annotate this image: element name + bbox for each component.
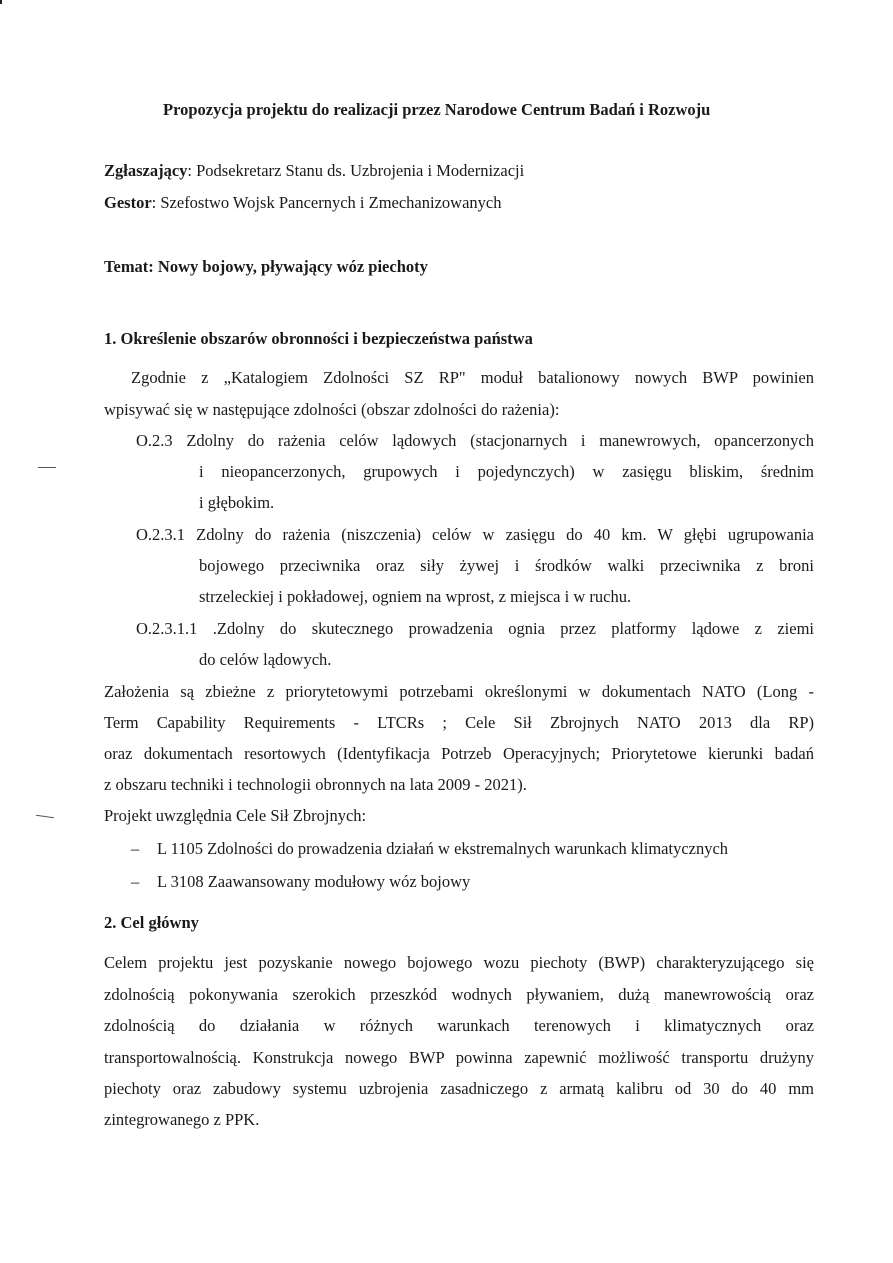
section-1-intro-line: Zgodnie z „Katalogiem Zdolności SZ RP" moduł batalionowy nowych BWP powinien [131,368,814,387]
assumptions-line: oraz dokumentach resortowych (Identyfikacja Potrzeb Operacyjnych; Priorytetowe kierunki badań [104,744,814,763]
goal-item: L 1105 Zdolności do prowadzenia działań w ekstremalnych warunkach klimatycznych [157,839,729,858]
main-goal-line: zdolnością do działania w różnych warunkach terenowych i klimatycznych oraz [104,1016,814,1035]
applicant-line [104,160,524,182]
capability-item-line: strzeleckiej i pokładowej, ogniem na wprost, z miejsca i w ruchu. [199,587,632,606]
section-1-intro-line: wpisywać się w następujące zdolności (obszar zdolności do rażenia): [104,400,560,419]
capability-item-line: bojowego przeciwnika oraz siły żywej i środków walki przeciwnika z broni [199,556,814,575]
margin-scan-mark [36,815,54,818]
goal-bullet: – [131,872,140,891]
goals-intro: Projekt uwzględnia Cele Sił Zbrojnych: [104,806,367,825]
capability-item-line: i głębokim. [199,493,275,512]
applicant-value: : Podsekretarz Stanu ds. Uzbrojenia i Modernizacji [187,161,525,180]
section-2-heading: 2. Cel główny [104,913,199,932]
gestor-label: Gestor [104,193,152,212]
assumptions-line: Założenia są zbieżne z priorytetowymi potrzebami określonymi w dokumentach NATO (Long - [104,682,814,701]
main-goal-line: transportowalnością. Konstrukcja nowego BWP powinna zapewnić możliwość transportu drużyny [104,1048,814,1067]
main-goal-line: zdolnością pokonywania szerokich przeszkód wodnych pływaniem, dużą manewrowością oraz [104,985,814,1004]
topic: Temat: Nowy bojowy, pływający wóz piechoty [104,257,428,276]
section-1-heading: 1. Określenie obszarów obronności i bezpieczeństwa państwa [104,329,533,348]
main-goal-line: piechoty oraz zabudowy systemu uzbrojenia zasadniczego z armatą kalibru od 30 do 40 mm [104,1079,814,1098]
capability-item-line: O.2.3 Zdolny do rażenia celów lądowych (stacjonarnych i manewrowych, opancerzonych [136,431,814,450]
document-title: Propozycja projektu do realizacji przez Narodowe Centrum Badań i Rozwoju [163,100,711,119]
capability-item-line: i nieopancerzonych, grupowych i pojedynczych) w zasięgu bliskim, średnim [199,462,814,481]
goal-bullet: – [131,839,140,858]
capability-item-line: do celów lądowych. [199,650,332,669]
capability-item-line: O.2.3.1.1 .Zdolny do skutecznego prowadzenia ognia przez platformy lądowe z ziemi [136,619,814,638]
gestor-value: : Szefostwo Wojsk Pancernych i Zmechanizowanych [151,193,502,212]
main-goal-line: Celem projektu jest pozyskanie nowego bojowego wozu piechoty (BWP) charakteryzującego się [104,953,814,972]
margin-scan-mark [38,467,56,468]
assumptions-line: z obszaru techniki i technologii obronnych na lata 2009 - 2021). [104,775,527,794]
main-goal-line: zintegrowanego z PPK. [104,1110,260,1129]
assumptions-line: Term Capability Requirements - LTCRs ; Cele Sił Zbrojnych NATO 2013 dla RP) [104,713,814,732]
applicant-label: Zgłaszający [104,161,188,180]
gestor-line [104,192,501,214]
capability-item-line: O.2.3.1 Zdolny do rażenia (niszczenia) celów w zasięgu do 40 km. W głębi ugrupowania [136,525,814,544]
scan-corner-mark [0,0,2,4]
goal-item: L 3108 Zaawansowany modułowy wóz bojowy [157,872,471,891]
